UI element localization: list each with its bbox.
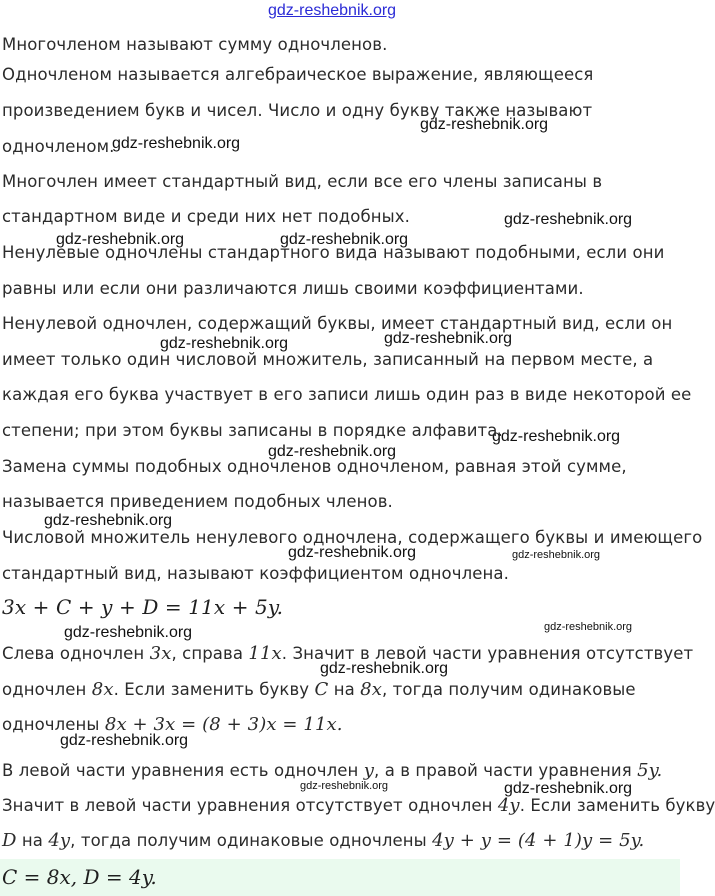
theory-line: произведением букв и чисел. Число и одну букву также называют	[2, 101, 593, 120]
theory-line: Ненулевые одночлены стандартного вида называют подобными, если они	[2, 243, 665, 262]
solution-line	[2, 643, 693, 665]
watermark: gdz-reshebnik.org	[44, 512, 173, 529]
watermark: gdz-reshebnik.org	[504, 211, 633, 228]
watermark: gdz-reshebnik.org	[544, 621, 633, 633]
math-term: y	[363, 760, 375, 781]
theory-line: Замена суммы подобных одночленов одночленом, равная этой сумме,	[2, 457, 627, 476]
math-term: 8x	[360, 679, 382, 700]
math-term: D	[2, 830, 17, 851]
watermark: gdz-reshebnik.org	[280, 231, 409, 248]
math-term: C	[314, 679, 329, 700]
math-term: 11x	[248, 643, 282, 664]
watermark: gdz-reshebnik.org	[512, 549, 601, 561]
solution-text: В левой части уравнения есть одночлен	[2, 761, 364, 780]
solution-line	[2, 795, 715, 817]
equation-formula: 3x + C + y + D = 11x + 5y.	[2, 595, 284, 619]
watermark: gdz-reshebnik.org	[60, 732, 189, 749]
theory-line: степени; при этом буквы записаны в порядке алфавита.	[2, 421, 503, 440]
theory-line: одночленом.	[2, 137, 115, 156]
solution-text: на	[328, 680, 361, 699]
solution-text: Слева одночлен	[2, 644, 150, 663]
math-term: 3x	[149, 643, 172, 664]
watermark-link[interactable]: gdz-reshebnik.org	[268, 2, 397, 19]
solution-text: . Если заменить букву	[519, 796, 715, 815]
watermark: gdz-reshebnik.org	[492, 428, 621, 445]
solution-text: . Если заменить букву	[113, 680, 315, 699]
solution-text: , справа	[171, 644, 249, 663]
math-term: 4y	[497, 795, 520, 816]
solution-text: одночлен	[2, 680, 92, 699]
theory-line: имеет только один числовой множитель, записанный на первом месте, а	[2, 350, 654, 369]
watermark: gdz-reshebnik.org	[160, 335, 289, 352]
theory-line: Многочлен имеет стандартный вид, если все его члены записаны в	[2, 172, 603, 191]
watermark: gdz-reshebnik.org	[300, 780, 389, 792]
solution-text: одночлены	[2, 715, 105, 734]
answer-box	[0, 859, 680, 896]
watermark: gdz-reshebnik.org	[320, 660, 449, 677]
watermark: gdz-reshebnik.org	[268, 443, 397, 460]
solution-text: , тогда получим одинаковые	[381, 680, 636, 699]
watermark: gdz-reshebnik.org	[64, 624, 193, 641]
math-formula: 4y + y = (4 + 1)y = 5y.	[432, 830, 645, 851]
math-term: 5y.	[637, 760, 663, 781]
theory-line: Многочленом называют сумму одночленов.	[2, 35, 388, 54]
solution-text: , тогда получим одинаковые одночлены	[70, 831, 433, 850]
theory-line: каждая его буква участвует в его записи лишь один раз в виде некоторой ее	[2, 385, 692, 404]
theory-line: Ненулевой одночлен, содержащий буквы, имеет стандартный вид, если он	[2, 314, 673, 333]
solution-line	[2, 679, 636, 701]
watermark: gdz-reshebnik.org	[112, 135, 241, 152]
watermark: gdz-reshebnik.org	[56, 231, 185, 248]
watermark: gdz-reshebnik.org	[288, 544, 417, 561]
solution-line	[2, 760, 662, 782]
math-term: 8x	[91, 679, 114, 700]
theory-line: Одночленом называется алгебраическое выражение, являющееся	[2, 65, 594, 84]
solution-text: на	[16, 831, 49, 850]
solution-text: , а в правой части уравнения	[374, 761, 638, 780]
math-formula: 8x + 3x = (8 + 3)x = 11x.	[104, 714, 343, 735]
watermark: gdz-reshebnik.org	[384, 330, 513, 347]
watermark: gdz-reshebnik.org	[420, 116, 549, 133]
theory-line: Числовой множитель ненулевого одночлена, содержащего буквы и имеющего	[2, 528, 703, 547]
solution-text: . Значит в левой части уравнения отсутствует	[281, 644, 694, 663]
theory-line: равны или если они различаются лишь своими коэффициентами.	[2, 279, 584, 298]
answer-formula: C = 8x, D = 4y.	[2, 865, 157, 889]
theory-line: называется приведением подобных членов.	[2, 492, 393, 511]
theory-line: стандартный вид, называют коэффициентом одночлена.	[2, 564, 509, 583]
equation	[2, 596, 283, 620]
math-term: 4y	[48, 830, 71, 851]
solution-text: Значит в левой части уравнения отсутствует одночлен	[2, 796, 498, 815]
solution-line	[2, 714, 343, 736]
watermark: gdz-reshebnik.org	[504, 780, 633, 797]
theory-line: стандартном виде и среди них нет подобных.	[2, 207, 410, 226]
solution-line	[2, 830, 644, 852]
